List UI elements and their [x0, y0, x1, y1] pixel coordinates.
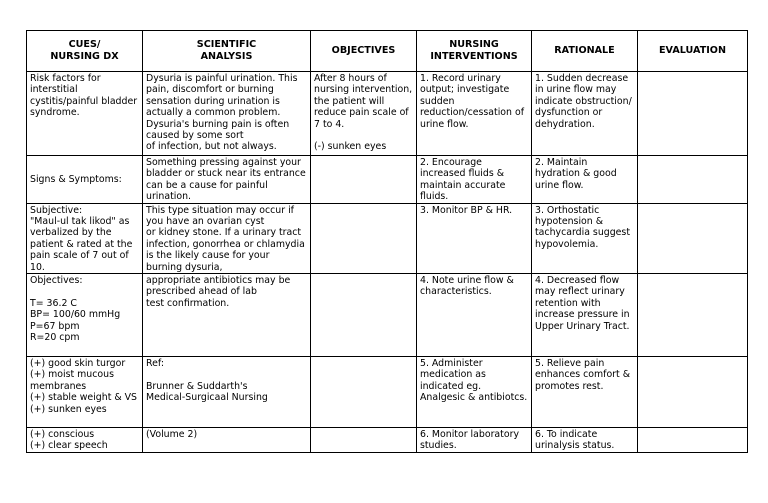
- rationale-cell: 1. Sudden decrease in urine flow may indicate obstruction/ dysfunction or dehydration.: [532, 72, 638, 156]
- header-cues: CUES/ NURSING DX: [27, 31, 143, 72]
- evaluation-cell: [638, 203, 748, 273]
- cues-cell: Objectives: T= 36.2 C BP= 100/60 mmHg P=67 bpm R=20 cpm: [27, 274, 143, 357]
- header-evaluation: EVALUATION: [638, 31, 748, 72]
- table-row: [27, 156, 748, 204]
- evaluation-cell: [638, 156, 748, 204]
- table-row: [27, 357, 748, 428]
- table-row: [27, 428, 748, 453]
- table-row: [27, 274, 748, 357]
- objectives-cell: After 8 hours of nursing intervention, the patient will reduce pain scale of 7 to 4. (-) sunken eyes: [311, 72, 417, 156]
- nursing-care-plan-table: [26, 30, 748, 453]
- interventions-cell: 6. Monitor laboratory studies.: [417, 428, 532, 453]
- cues-cell: Signs & Symptoms:: [27, 156, 143, 204]
- interventions-cell: 1. Record urinary output; investigate sudden reduction/cessation of urine flow.: [417, 72, 532, 156]
- cues-cell: (+) good skin turgor (+) moist mucous membranes (+) stable weight & VS (+) sunken eyes: [27, 357, 143, 428]
- evaluation-cell: [638, 357, 748, 428]
- objectives-cell: [311, 274, 417, 357]
- evaluation-cell: [638, 428, 748, 453]
- header-row: [27, 31, 748, 72]
- analysis-cell: This type situation may occur if you have an ovarian cyst or kidney stone. If a urinary tract infection, gonorrhea or chlamydia is the likely cause for your burning dysuria,: [143, 203, 311, 273]
- rationale-cell: 4. Decreased flow may reflect urinary retention with increase pressure in Upper Urinary Tract.: [532, 274, 638, 357]
- header-scientific-analysis: SCIENTIFIC ANALYSIS: [143, 31, 311, 72]
- header-nursing-interventions: NURSING INTERVENTIONS: [417, 31, 532, 72]
- objectives-cell: [311, 357, 417, 428]
- table-row: [27, 72, 748, 156]
- objectives-cell: [311, 156, 417, 204]
- analysis-cell: Ref: Brunner & Suddarth's Medical-Surgicaal Nursing: [143, 357, 311, 428]
- header-rationale: RATIONALE: [532, 31, 638, 72]
- objectives-cell: [311, 203, 417, 273]
- cues-cell: Risk factors for interstitial cystitis/painful bladder syndrome.: [27, 72, 143, 156]
- evaluation-cell: [638, 72, 748, 156]
- cues-cell: (+) conscious (+) clear speech: [27, 428, 143, 453]
- interventions-cell: 5. Administer medication as indicated eg. Analgesic & antibiotcs.: [417, 357, 532, 428]
- cues-cell: Subjective: "Maul-ul tak likod" as verbalized by the patient & rated at the pain scale of 7 out of 10.: [27, 203, 143, 273]
- evaluation-cell: [638, 274, 748, 357]
- analysis-cell: Something pressing against your bladder or stuck near its entrance can be a cause for painful urination.: [143, 156, 311, 204]
- rationale-cell: 3. Orthostatic hypotension & tachycardia suggest hypovolemia.: [532, 203, 638, 273]
- analysis-cell: (Volume 2): [143, 428, 311, 453]
- header-objectives: OBJECTIVES: [311, 31, 417, 72]
- analysis-cell: Dysuria is painful urination. This pain, discomfort or burning sensation during urination is actually a common problem. Dysuria's burning pain is often caused by some sort of infection, but not always.: [143, 72, 311, 156]
- interventions-cell: 2. Encourage increased fluids & maintain accurate fluids.: [417, 156, 532, 204]
- objectives-cell: [311, 428, 417, 453]
- interventions-cell: 3. Monitor BP & HR.: [417, 203, 532, 273]
- rationale-cell: 6. To indicate urinalysis status.: [532, 428, 638, 453]
- rationale-cell: 5. Relieve pain enhances comfort & promotes rest.: [532, 357, 638, 428]
- interventions-cell: 4. Note urine flow & characteristics.: [417, 274, 532, 357]
- analysis-cell: appropriate antibiotics may be prescribed ahead of lab test confirmation.: [143, 274, 311, 357]
- table-row: [27, 203, 748, 273]
- rationale-cell: 2. Maintain hydration & good urine flow.: [532, 156, 638, 204]
